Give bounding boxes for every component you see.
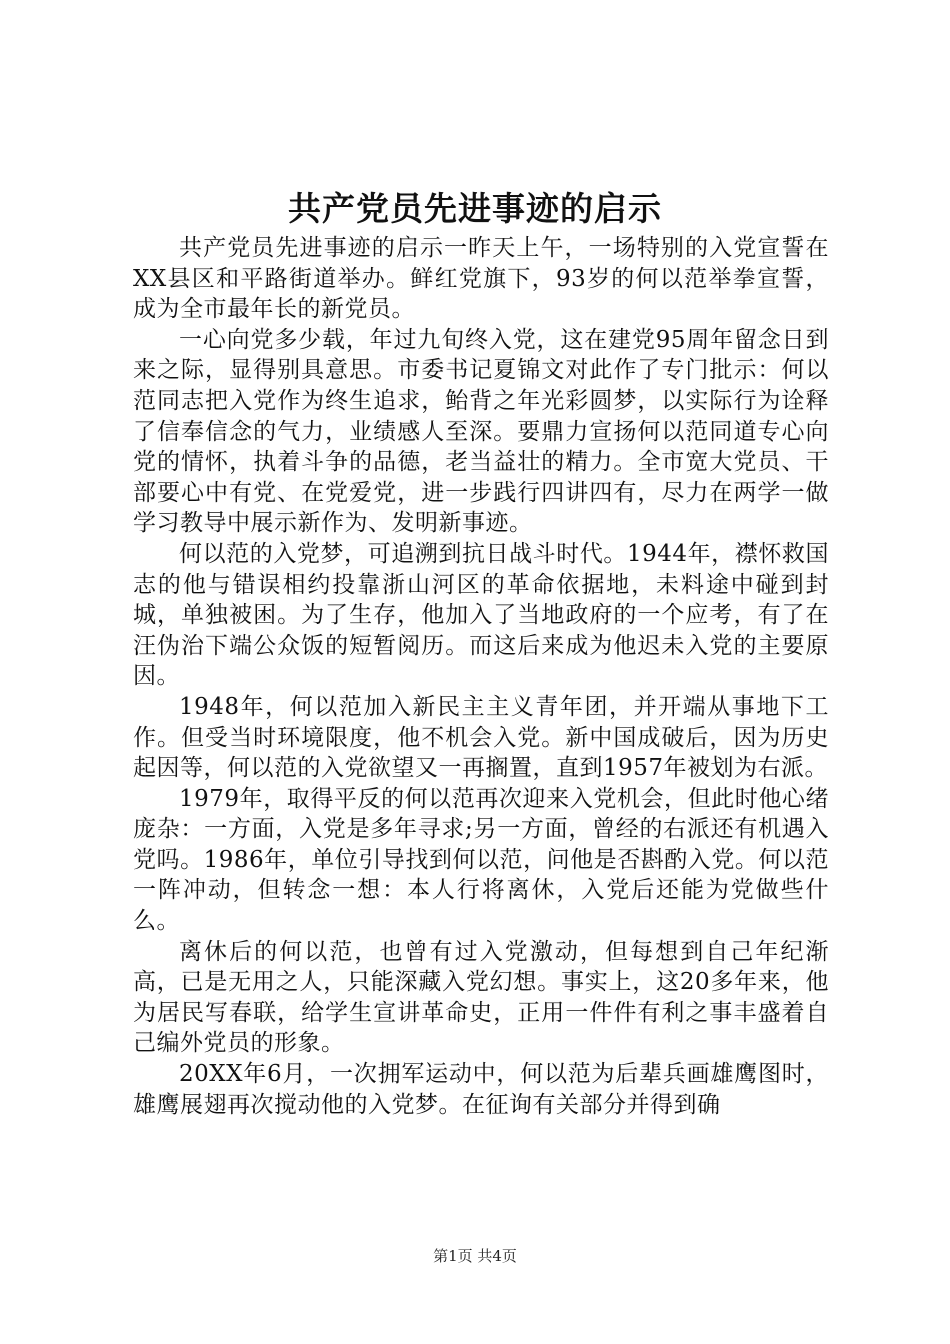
paragraph: 20XX年6月，一次拥军运动中，何以范为后辈兵画雄鹰图时，雄鹰展翅再次搅动他的入党梦。在征询有关部分并得到确 xyxy=(133,1061,829,1118)
document-body xyxy=(133,233,829,1120)
paragraph: 共产党员先进事迹的启示一昨天上午，一场特别的入党宣誓在XX县区和平路街道举办。鲜红党旗下，93岁的何以范举拳宣誓，成为全市最年长的新党员。 xyxy=(133,235,829,323)
page-number-footer: 第1页 共4页 xyxy=(433,1247,517,1265)
paragraph: 何以范的入党梦，可追溯到抗日战斗时代。1944年，襟怀救国志的他与错误相约投靠浙山河区的革命依据地，未料途中碰到封城，单独被困。为了生存，他加入了当地政府的一个应考，有了在汪伪治下端公众饭的短暂阅历。而这后来成为他迟未入党的主要原因。 xyxy=(133,540,829,690)
paragraph: 1979年，取得平反的何以范再次迎来入党机会，但此时他心绪庞杂：一方面，入党是多年寻求;另一方面，曾经的右派还有机遇入党吗。1986年，单位引导找到何以范，问他是否斟酌入党。何以范一阵冲动，但转念一想：本人行将离休，入党后还能为党做些什么。 xyxy=(133,785,829,935)
paragraph: 离休后的何以范，也曾有过入党激动，但每想到自己年纪渐高，已是无用之人，只能深藏入党幻想。事实上，这20多年来，他为居民写春联，给学生宣讲革命史，正用一件件有利之事丰盛着自己编外党员的形象。 xyxy=(133,938,829,1057)
paragraph: 1948年，何以范加入新民主主义青年团，并开端从事地下工作。但受当时环境限度，他不机会入党。新中国成破后，因为历史起因等，何以范的入党欲望又一再搁置，直到1957年被划为右派。 xyxy=(133,693,829,782)
document-title: 共产党员先进事迹的启示 xyxy=(288,189,662,228)
paragraph: 一心向党多少载，年过九旬终入党，这在建党95周年留念日到来之际，显得别具意思。市委书记夏锦文对此作了专门批示：何以范同志把入党作为终生追求，鲐背之年光彩圆梦，以实际行为诠释了信奉信念的气力，业绩感人至深。要鼎力宣扬何以范同道专心向党的情怀，执着斗争的品德，老当益壮的精力。全市宽大党员、干部要心中有党、在党爱党，进一步践行四讲四有，尽力在两学一做学习教导中展示新作为、发明新事迹。 xyxy=(133,326,829,537)
